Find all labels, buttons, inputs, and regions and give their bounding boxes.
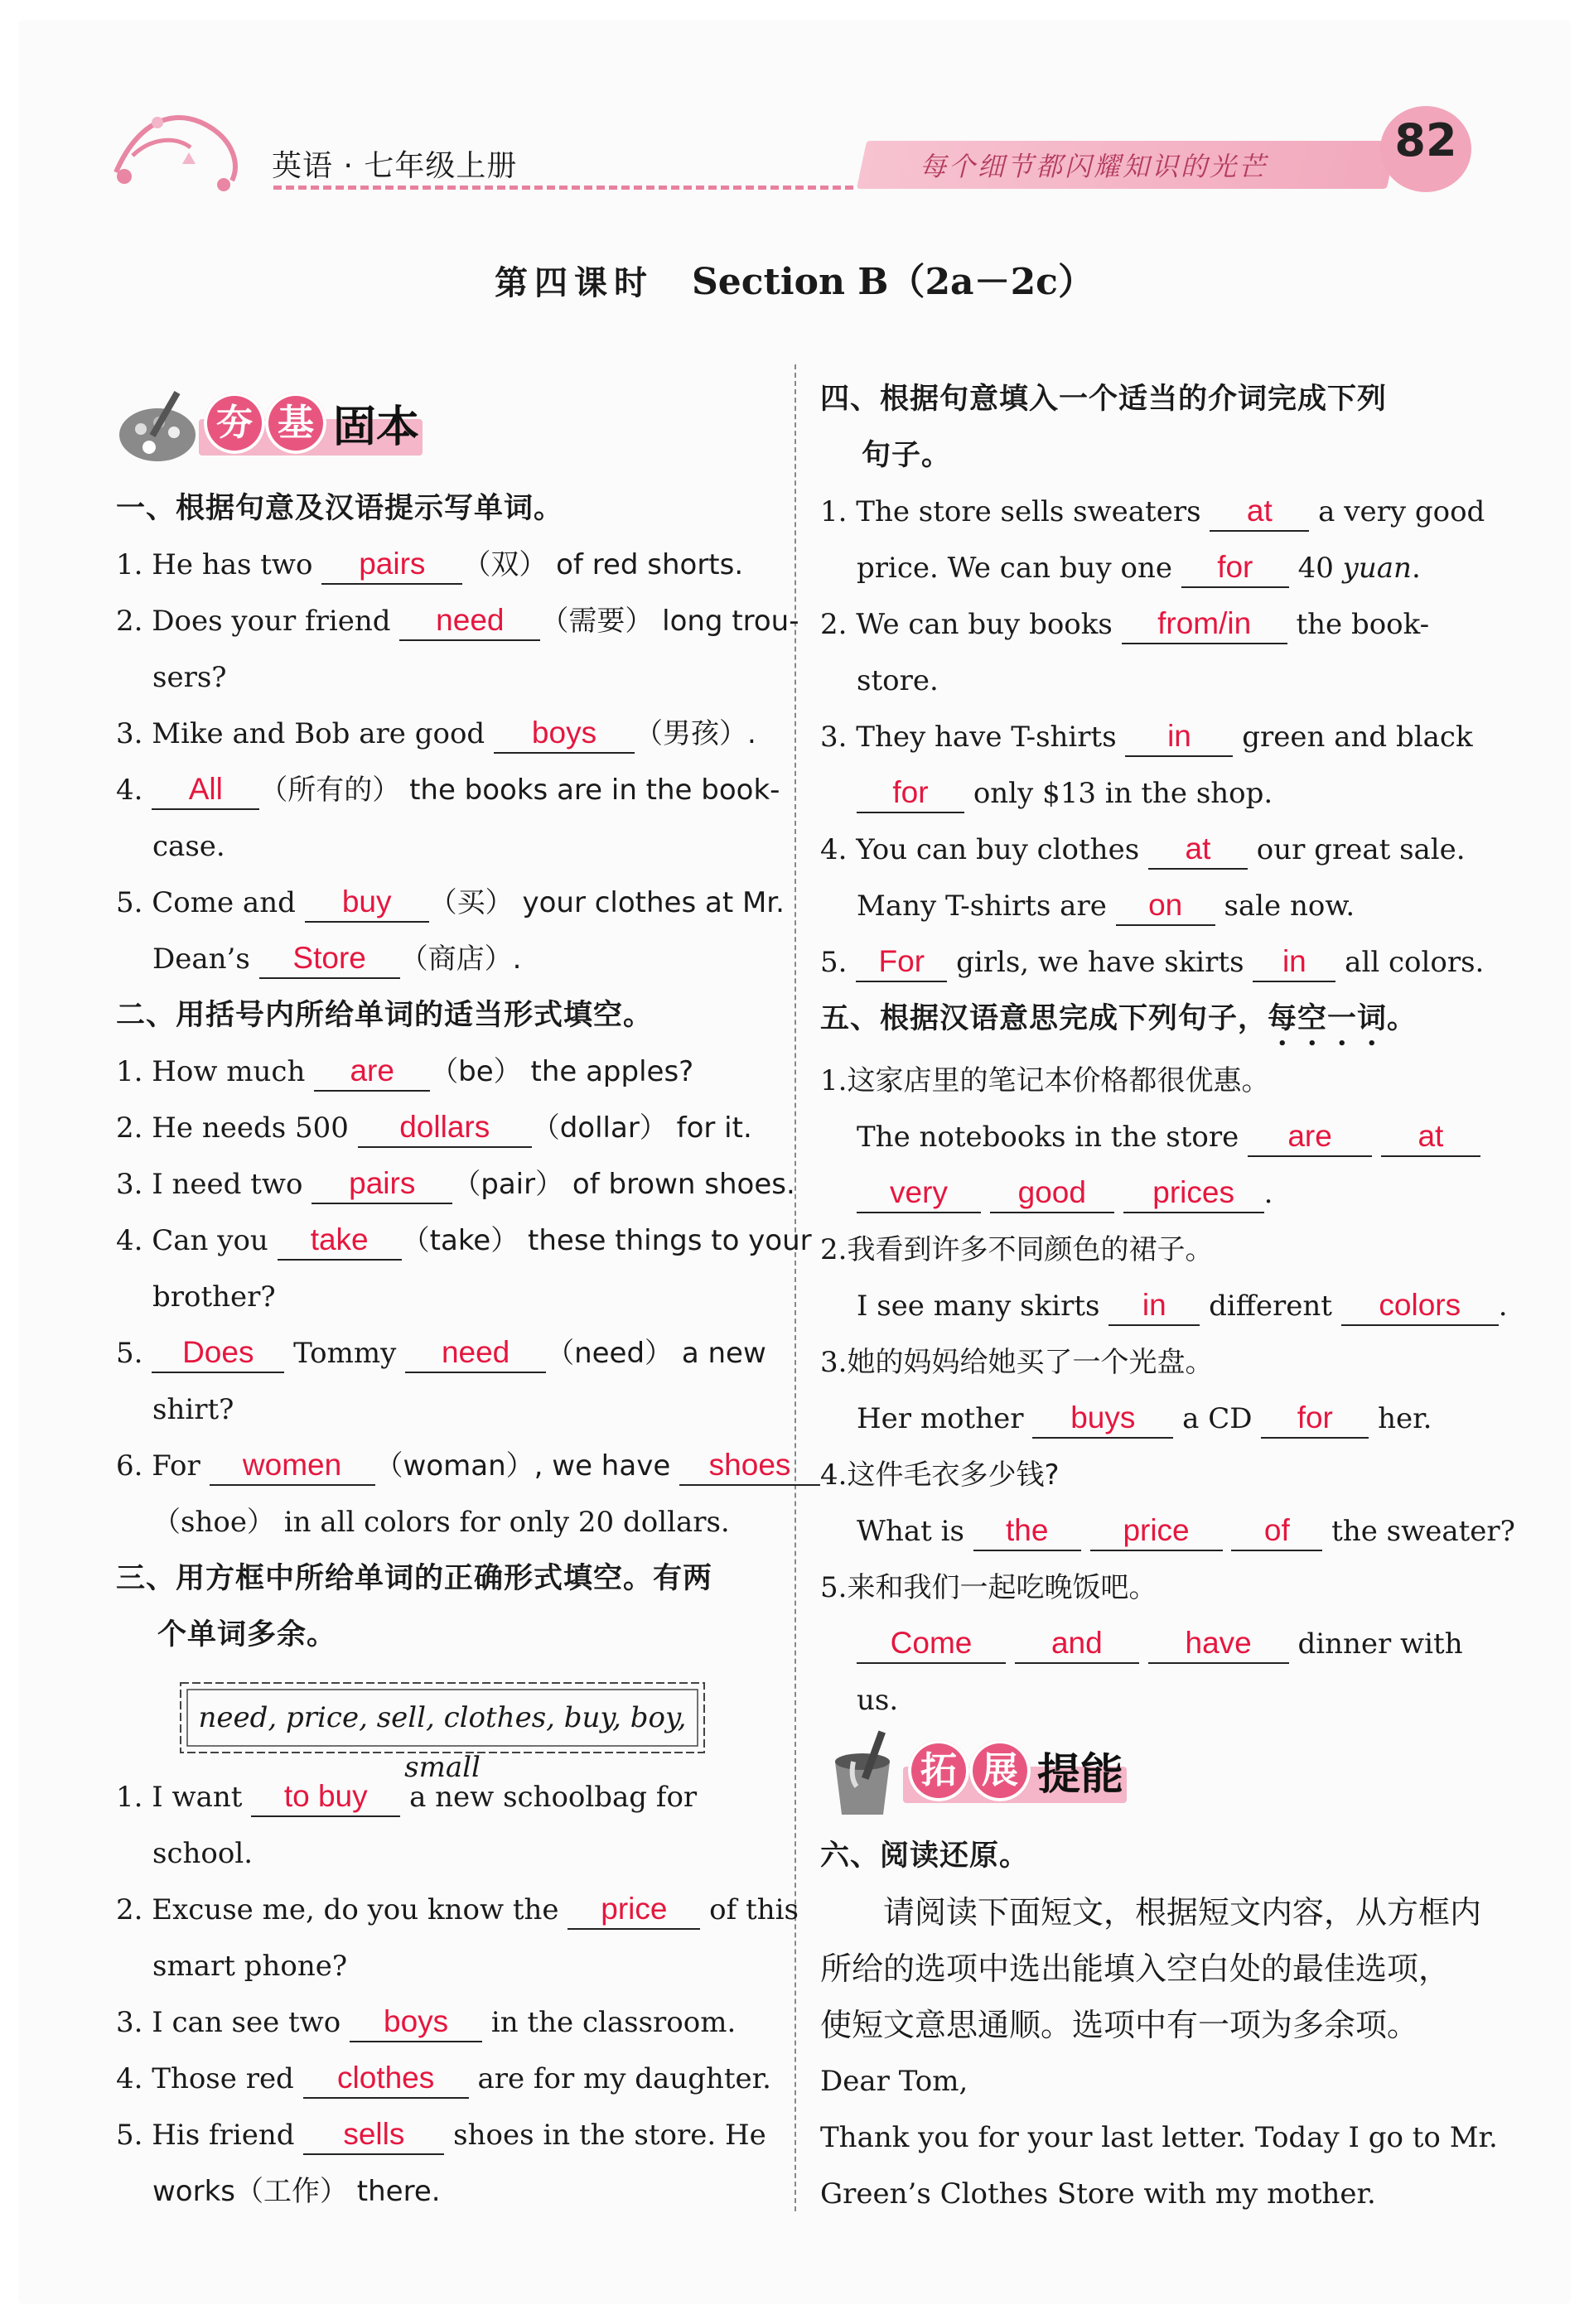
q-text: （商店）. xyxy=(399,943,522,976)
q-text: . xyxy=(1498,1290,1508,1323)
s2-q5 xyxy=(116,1325,779,1381)
q-text: our great sale. xyxy=(1256,833,1466,866)
answer-blank: for xyxy=(857,774,964,813)
q-text: He needs 500 xyxy=(152,1111,349,1145)
answer-blank: in xyxy=(1108,1286,1200,1326)
section-6-heading: 六、阅读还原。 xyxy=(820,1839,1030,1873)
q-chinese: 这件毛衣多少钱? xyxy=(847,1459,1060,1492)
q-text: （need） a new xyxy=(546,1337,766,1370)
s3-q2 xyxy=(116,1882,799,1938)
q-text: （take） these things to your xyxy=(401,1224,812,1257)
q-text: The store sells sweaters xyxy=(856,495,1201,528)
q-number: 2. xyxy=(116,605,143,638)
badge-char-1: 拓 xyxy=(908,1740,969,1801)
q-number: 5. xyxy=(116,2119,143,2152)
answer-blank: are xyxy=(1248,1117,1372,1157)
answer-blank: clothes xyxy=(303,2059,469,2099)
instruction-line-2: 所给的选项中选出能填入空白处的最佳选项， xyxy=(820,1950,1451,1987)
answer-blank: buys xyxy=(1032,1399,1173,1439)
answer-blank: boys xyxy=(494,714,635,754)
q-number: 3. xyxy=(116,1168,143,1201)
s5-q3-en xyxy=(820,1391,1475,1447)
heading-text: 。 xyxy=(1387,1002,1418,1035)
letter-greeting: Dear Tom, xyxy=(820,2065,968,2098)
q-text: （双） of red shorts. xyxy=(462,548,744,581)
answer-blank: from/in xyxy=(1122,605,1287,644)
q-text: . xyxy=(1411,552,1421,585)
q-number: 5. xyxy=(820,1571,848,1604)
q-number: 1. xyxy=(116,1055,143,1088)
s4-q4 xyxy=(820,822,1475,878)
s4-q4-cont xyxy=(820,878,1475,934)
s1-q2 xyxy=(116,593,799,649)
s4-q1 xyxy=(820,484,1485,540)
q-text: Her mother xyxy=(857,1402,1024,1435)
s1-q5 xyxy=(116,875,785,931)
s5-q1-en-cont xyxy=(820,1165,1475,1222)
course-label: 英语 · 七年级上册 xyxy=(272,149,518,183)
letter-line-2: Green’s Clothes Store with my mother. xyxy=(820,2177,1376,2211)
slogan-text: 每个细节都闪耀知识的光芒 xyxy=(920,151,1268,182)
q-text: I can see two xyxy=(152,2006,341,2039)
answer-blank: prices xyxy=(1123,1174,1264,1213)
q-number: 3. xyxy=(820,721,848,754)
q-text: Come and xyxy=(152,886,296,919)
q-number: 3. xyxy=(116,2006,143,2039)
s5-q1-en xyxy=(820,1109,1475,1165)
badge-char-1: 夯 xyxy=(204,393,265,454)
paint-bucket-icon xyxy=(820,1729,911,1820)
section-3-heading-cont: 个单词多余。 xyxy=(157,1618,337,1651)
q-text: What is xyxy=(857,1515,964,1548)
s3-q4 xyxy=(116,2051,779,2107)
answer-blank: at xyxy=(1210,492,1309,532)
s2-q1 xyxy=(116,1044,779,1100)
q-text: （所有的） the books are in the book- xyxy=(259,774,780,807)
answer-blank: pairs xyxy=(321,545,462,585)
q-text: I need two xyxy=(152,1168,303,1201)
q-number: 1. xyxy=(820,1064,848,1097)
s4-q3-cont xyxy=(820,765,1475,822)
badge-char-2: 基 xyxy=(265,393,326,454)
q-chinese: 她的妈妈给她买了一个光盘。 xyxy=(847,1346,1214,1379)
s2-q5-cont: shirt? xyxy=(152,1393,234,1426)
answer-blank: on xyxy=(1116,886,1215,926)
q-text: （需要） long trou- xyxy=(540,605,799,638)
s5-q5-en-cont: us. xyxy=(857,1684,899,1717)
q-text: the book- xyxy=(1296,608,1430,641)
s2-q6-cont: （shoe） in all colors for only 20 dollars. xyxy=(152,1506,730,1539)
answer-blank: for xyxy=(1261,1399,1369,1439)
q-text: a CD xyxy=(1182,1402,1253,1435)
s2-q6 xyxy=(116,1438,791,1494)
q-text: green and black xyxy=(1242,721,1473,754)
answer-blank: colors xyxy=(1341,1286,1499,1326)
answer-blank: buy xyxy=(305,883,429,923)
answer-blank: take xyxy=(278,1221,402,1261)
q-text: her. xyxy=(1378,1402,1432,1435)
answer-blank: price xyxy=(568,1890,700,1930)
left-column xyxy=(116,381,812,2220)
q-text: （pair） of brown shoes. xyxy=(452,1168,795,1201)
s1-q2-cont: sers? xyxy=(152,661,227,694)
answer-blank: boys xyxy=(350,2003,482,2042)
q-text: For xyxy=(152,1449,200,1483)
q-chinese: 来和我们一起吃晚饭吧。 xyxy=(847,1571,1157,1604)
s5-q5-en xyxy=(820,1616,1475,1672)
q-text: girls, we have skirts xyxy=(956,946,1244,979)
s4-q1-cont xyxy=(820,540,1475,596)
answer-blank: pairs xyxy=(312,1164,452,1204)
s1-q4-cont: case. xyxy=(152,830,225,863)
q-text: How much xyxy=(152,1055,306,1088)
answer-blank: to buy xyxy=(251,1777,400,1817)
s1-q3 xyxy=(116,706,779,762)
answer-blank: For xyxy=(856,943,947,982)
answer-blank: very xyxy=(857,1174,981,1213)
q-text: The notebooks in the store xyxy=(857,1121,1239,1154)
q-text: shoes in the store. He xyxy=(453,2119,766,2152)
answer-blank: are xyxy=(314,1052,430,1092)
heading-text: 五、根据汉语意思完成下列句子， xyxy=(820,1002,1268,1035)
s5-q4 xyxy=(820,1447,1475,1503)
q-text: We can buy books xyxy=(856,608,1113,641)
q-number: 4. xyxy=(116,2062,143,2095)
q-text: Dean’s xyxy=(152,943,250,976)
s3-q3 xyxy=(116,1994,779,2051)
s2-q2 xyxy=(116,1100,779,1156)
word-box-text: need, price, sell, clothes, buy, boy, small xyxy=(198,1701,687,1784)
badge-basic xyxy=(116,381,779,480)
s5-q3 xyxy=(820,1334,1475,1391)
q-chinese: 我看到许多不同颜色的裙子。 xyxy=(847,1233,1214,1266)
s4-q5 xyxy=(820,934,1485,991)
s5-q1 xyxy=(820,1053,1475,1109)
q-text: the sweater? xyxy=(1331,1515,1515,1548)
s4-q2-cont: store. xyxy=(857,664,939,697)
answer-blank: for xyxy=(1181,548,1289,588)
answer-blank: dollars xyxy=(358,1108,532,1148)
section-label: Section B（2a－2c） xyxy=(692,261,1094,303)
q-text: Many T-shirts are xyxy=(857,890,1107,923)
answer-blank: in xyxy=(1253,943,1335,982)
answer-blank: All xyxy=(152,770,259,810)
q-text: Mike and Bob are good xyxy=(152,717,485,750)
s5-q4-en xyxy=(820,1503,1515,1560)
q-text: （dollar） for it. xyxy=(531,1111,752,1145)
q-number: 2. xyxy=(820,1233,848,1266)
badge-char-2: 展 xyxy=(969,1740,1031,1801)
answer-blank: need xyxy=(405,1333,546,1373)
q-text: sale now. xyxy=(1224,890,1355,923)
answer-blank: have xyxy=(1148,1624,1289,1664)
s3-q1 xyxy=(116,1769,779,1825)
heading-emphasis: 每空一词 xyxy=(1268,1002,1388,1035)
q-text: I want xyxy=(152,1781,243,1814)
column-divider xyxy=(794,364,796,2211)
q-number: 3. xyxy=(820,1346,848,1379)
lesson-label: 第四课时 xyxy=(495,264,654,302)
word-box xyxy=(177,1678,708,1784)
q-text: yuan xyxy=(1342,552,1412,585)
s2-q4-cont: brother? xyxy=(152,1280,276,1314)
answer-blank: of xyxy=(1231,1512,1322,1551)
s5-q5 xyxy=(820,1560,1475,1616)
q-number: 4. xyxy=(116,1224,143,1257)
answer-blank: price xyxy=(1090,1512,1223,1551)
page-number: 82 xyxy=(1394,114,1457,166)
q-text: in the classroom. xyxy=(490,2006,737,2039)
section-4-heading: 四、根据句意填入一个适当的介词完成下列 xyxy=(820,383,1388,416)
s1-q5-cont xyxy=(116,931,779,987)
answer-blank: the xyxy=(973,1512,1081,1551)
badge-text: 固本 xyxy=(333,403,420,452)
q-text: 40 xyxy=(1297,552,1334,585)
q-text: （woman）, we have xyxy=(374,1449,671,1483)
answer-blank: good xyxy=(990,1174,1114,1213)
q-text: are for my daughter. xyxy=(477,2062,771,2095)
q-text: different xyxy=(1209,1290,1332,1323)
q-number: 3. xyxy=(116,717,143,750)
q-text: He has two xyxy=(152,548,313,581)
q-text: a very good xyxy=(1318,495,1485,528)
answer-blank: Does xyxy=(152,1333,284,1373)
q-text: （be） the apples? xyxy=(430,1055,694,1088)
q-number: 4. xyxy=(116,774,143,807)
answer-blank: at xyxy=(1381,1117,1480,1157)
q-chinese: 这家店里的笔记本价格都很优惠。 xyxy=(847,1064,1270,1097)
q-text: I see many skirts xyxy=(857,1290,1100,1323)
answer-blank: sells xyxy=(303,2115,444,2155)
section-5-heading xyxy=(820,991,1475,1053)
q-number: 5. xyxy=(116,1337,143,1370)
q-number: 4. xyxy=(820,833,848,866)
right-column xyxy=(820,371,1515,2222)
q-text: Tommy xyxy=(293,1337,397,1370)
s1-q1 xyxy=(116,537,779,593)
s4-q2 xyxy=(820,596,1475,653)
q-number: 1. xyxy=(116,1781,143,1814)
section-4-heading-cont: 句子。 xyxy=(862,439,952,472)
s3-q2-cont: smart phone? xyxy=(152,1950,348,1983)
q-text: Excuse me, do you know the xyxy=(152,1893,559,1926)
lesson-title xyxy=(0,252,1589,305)
q-number: 5. xyxy=(116,886,143,919)
badge-text: 提能 xyxy=(1037,1750,1124,1800)
s3-q5-cont: works（工作） there. xyxy=(152,2175,441,2208)
badge-extend xyxy=(820,1729,1475,1828)
q-text: a new schoolbag for xyxy=(409,1781,698,1814)
s5-q2-en xyxy=(820,1278,1508,1334)
q-text: of this xyxy=(709,1893,799,1926)
answer-blank: need xyxy=(399,601,540,641)
s3-q1-cont: school. xyxy=(152,1837,254,1870)
q-text: dinner with xyxy=(1297,1627,1463,1661)
s5-q2 xyxy=(820,1222,1475,1278)
answer-blank: at xyxy=(1148,830,1248,870)
answer-blank: in xyxy=(1125,717,1233,757)
q-text: Does your friend xyxy=(152,605,391,638)
q-text: （男孩）. xyxy=(635,717,756,750)
answer-blank: Come xyxy=(857,1624,1006,1664)
letter-line-1: Thank you for your last letter. Today I go to Mr. xyxy=(820,2121,1498,2154)
answer-blank: women xyxy=(210,1446,375,1486)
instruction-line-1: 请阅读下面短文，根据短文内容，从方框内 xyxy=(883,1894,1482,1931)
q-text: Can you xyxy=(152,1224,268,1257)
instruction-line-3: 使短文意思通顺。选项中有一项为多余项。 xyxy=(820,2007,1419,2043)
q-number: 1. xyxy=(116,548,143,581)
q-text: （买） your clothes at Mr. xyxy=(428,886,785,919)
s2-q4 xyxy=(116,1213,812,1269)
q-text: price. We can buy one xyxy=(857,552,1172,585)
s2-q3 xyxy=(116,1156,795,1213)
q-text: You can buy clothes xyxy=(856,833,1140,866)
q-number: 6. xyxy=(116,1449,143,1483)
section-2-heading: 二、用括号内所给单词的适当形式填空。 xyxy=(116,999,654,1032)
q-text: Those red xyxy=(152,2062,294,2095)
q-text: His friend xyxy=(152,2119,295,2152)
answer-blank: shoes xyxy=(679,1446,820,1486)
q-number: 1. xyxy=(820,495,848,528)
section-1-heading: 一、根据句意及汉语提示写单词。 xyxy=(116,492,564,525)
header-dashed-line xyxy=(273,186,853,190)
q-number: 4. xyxy=(820,1459,848,1492)
s4-q3 xyxy=(820,709,1475,765)
q-number: 5. xyxy=(820,946,848,979)
floral-ornament-icon xyxy=(108,98,249,197)
palette-icon xyxy=(116,381,207,472)
q-text: They have T-shirts xyxy=(856,721,1117,754)
q-number: 2. xyxy=(116,1893,143,1926)
q-number: 2. xyxy=(820,608,848,641)
q-text: all colors. xyxy=(1345,946,1485,979)
answer-blank: Store xyxy=(259,939,400,979)
s1-q4 xyxy=(116,762,779,818)
section-3-heading: 三、用方框中所给单词的正确形式填空。有两 xyxy=(116,1562,713,1595)
answer-blank: and xyxy=(1015,1624,1139,1664)
s3-q5 xyxy=(116,2107,779,2163)
q-text: only $13 in the shop. xyxy=(973,777,1273,810)
q-number: 2. xyxy=(116,1111,143,1145)
q-text: . xyxy=(1263,1177,1273,1210)
